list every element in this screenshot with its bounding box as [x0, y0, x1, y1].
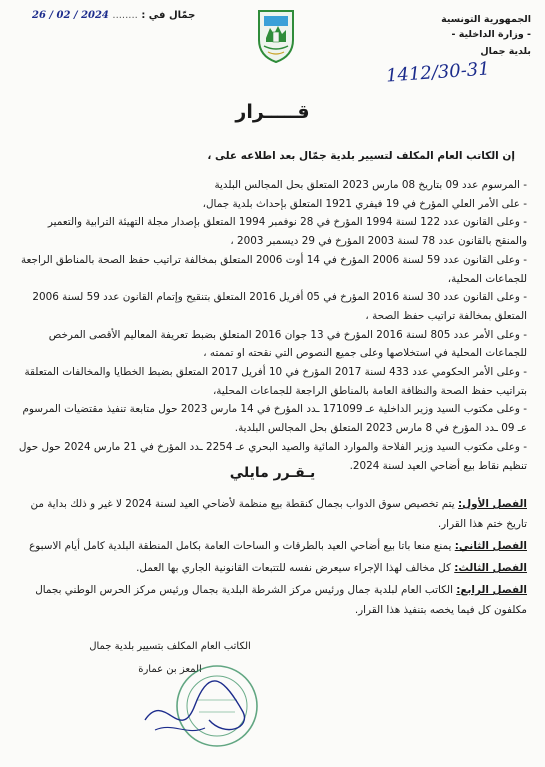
municipality-logo: [256, 8, 296, 64]
handwritten-reference-number: 1412/30-31: [385, 58, 491, 87]
signatory-role: الكاتب العام المكلف بتسيير بلدية جمال: [89, 641, 251, 652]
legal-reference: - وعلى القانون عدد 59 لسنة 2006 المؤرخ في 14 أوت 2006 المتعلق بمخالفة تراتيب حفظ الصحة بالمناطق الراجعة للجماعات المحلية،: [20, 253, 527, 285]
intro-text: إن الكاتب العام المكلف لتسيير بلدية جمّال بعد اطلاعه على ،: [207, 150, 515, 162]
signatory-name: المعز بن عمارة: [138, 664, 202, 675]
article-label: الفصل الرابع:: [456, 584, 527, 596]
official-stamp: [125, 650, 265, 755]
date-line: [32, 10, 195, 21]
legal-reference: - المرسوم عدد 09 بتاريخ 08 مارس 2023 المتعلق بحل المجالس البلدية: [214, 179, 527, 191]
articles: [15, 494, 527, 622]
republic-name: الجمهورية التونسية: [441, 14, 531, 25]
date-dots: ........: [112, 10, 138, 21]
legal-reference: - وعلى الأمر الحكومي عدد 433 لسنة 2017 المؤرخ في 10 أفريل 2017 المتعلق بضبط الخطايا والمخالفات المتعلقة بتراتيب حفظ الصحة والنظافة العامة بالمناطق الراجعة للجماعات المحلية،: [24, 366, 527, 397]
article: [15, 494, 527, 534]
legal-reference: - وعلى مكتوب السيد وزير الداخلية عـ 171099 ـدد المؤرخ في 14 مارس 2023 حول متابعة تنفيذ مقتضيات المرسوم عـ 09 ـدد المؤرخ في 8 مارس 2023 المتعلق بحل المجالس البلدية.: [22, 403, 527, 435]
legal-references: [17, 176, 527, 475]
handwritten-date: 26 / 02 / 2024: [32, 10, 109, 21]
article: [15, 558, 527, 578]
legal-reference: - وعلى القانون عدد 30 لسنة 2016 المؤرخ في 05 أفريل 2016 المتعلق بتنقيح وإتمام القانون عدد 59 لسنة 2006 المتعلق بمخالفة تراتيب حفظ الصحة ،: [32, 291, 527, 322]
legal-reference: - وعلى مكتوب السيد وزير الفلاحة والموارد المائية والصيد البحري عـ 2254 ـدد المؤرخ في 21 مارس 2024 حول حول تنظيم نقاط بيع أضاحي العيد لسنة 2024.: [18, 440, 527, 472]
official-header: [441, 12, 531, 59]
article-label: الفصل الثالث:: [454, 562, 527, 574]
article-text: الكاتب العام لبلدية جمال ورئيس مركز الشرطة البلدية بجمال ورئيس مركز الحرس الوطني بجمال مكلفون كل فيما يخصه بتنفيذ هذا القرار.: [35, 584, 527, 616]
ministry-name: - وزارة الداخلية -: [451, 29, 531, 40]
article: [15, 580, 527, 620]
article-text: كل مخالف لهذا الإجراء سيعرض نفسه للتتبعات القانونية الجاري بها العمل.: [136, 562, 455, 574]
decision-title: يـقـرر مايلي: [229, 465, 316, 481]
article-text: يتم تخصيص سوق الدواب بجمال كنقطة بيع منظمة لأضاحي العيد لسنة 2024 لا غير و ذلك بداية من تاريخ ختم هذا القرار.: [30, 498, 527, 530]
article-label: الفصل الأول:: [457, 498, 527, 510]
article: [15, 536, 527, 556]
municipality-name: بلدية جمال: [480, 46, 531, 57]
document-title: قـــــرار: [235, 101, 310, 123]
article-text: يمنع منعا باتا بيع أضاحي العيد بالطرقات و الساحات العامة بكامل المنطقة البلدية كامل أيام الاسبوع: [29, 540, 455, 552]
article-label: الفصل الثاني:: [454, 540, 527, 552]
legal-reference: - على الأمر العلي المؤرخ في 19 فيفري 1921 المتعلق بإحداث بلدية جمال،: [202, 197, 527, 210]
legal-reference: - وعلى الأمر عدد 805 لسنة 2016 المؤرخ في 13 جوان 2016 المتعلق بضبط تعريفة المعاليم الأقصى المرخص للجماعات المحلية في استخلاصها وعلى جميع النصوص التي نقحته او تممته ،: [48, 328, 527, 360]
date-prefix: جمّال في :: [141, 10, 196, 21]
legal-reference: - وعلى القانون عدد 122 لسنة 1994 المؤرخ في 28 نوفمبر 1994 المتعلق بإصدار مجلة التهيئة الترابية والتعمير والمنقح بالقانون عدد 78 لسنة 2003 المؤرخ في 29 ديسمبر 2003 ،: [47, 216, 527, 248]
